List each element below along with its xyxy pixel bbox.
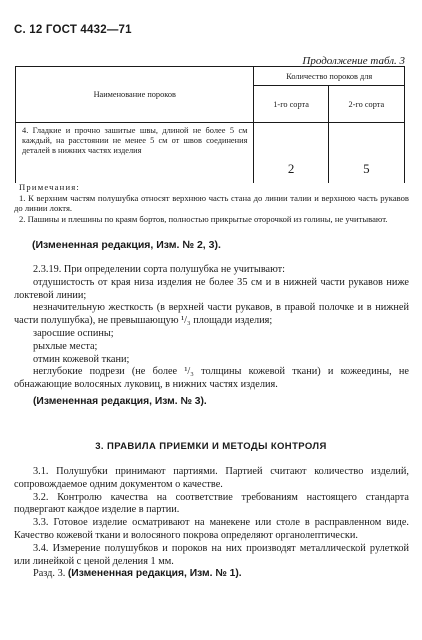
row-grade1-value: 2 — [254, 123, 328, 184]
clause-item: отдушистость от края низа изделия не более 35 см и в нижней части рукавов ниже локтевой линии; — [14, 276, 409, 301]
section-3-body — [14, 466, 409, 581]
notes-block — [14, 182, 409, 224]
section-paragraph: 3.2. Контролю качества на соответствие требованиям настоящего стандарта подвергают каждое изделие в партии. — [14, 491, 409, 516]
note-item: 2. Пашины и плешины по краям бортов, полностью прикрытые оторочкой из голины, не учитывают. — [19, 213, 388, 224]
section-3-title: 3. ПРАВИЛА ПРИЕМКИ И МЕТОДЫ КОНТРОЛЯ — [95, 441, 327, 452]
row-grade2-value: 5 — [328, 123, 404, 184]
table-continuation-label: Продолжение табл. 3 — [302, 55, 405, 67]
note-item: 1. К верхним частям полушубка относят верхнюю часть стана до линии талии и верхнюю часть рукавов до линии локтя. — [14, 192, 409, 213]
section-paragraph: 3.4. Измерение полушубков и пороков на них производят металлической рулеткой или линейкой с ценой деления 1 мм. — [14, 542, 409, 567]
table-row — [16, 123, 405, 184]
col-group-header: Количество пороков для — [254, 67, 405, 86]
page-header: С. 12 ГОСТ 4432—71 — [14, 24, 132, 36]
amendment-ref-1: (Измененная редакция, Изм. № 2, 3). — [32, 239, 221, 251]
clause-item: отмин кожевой ткани; — [33, 353, 130, 365]
section-final-prefix: Разд. 3. — [33, 568, 66, 580]
clause-item: неглубокие подрези (не более ¹/₃ толщины кожевой ткани) и кожеедины, не обнажающие волосяных луковиц, в нижних частях изделия. — [14, 366, 409, 391]
col-grade1-header: 1-го сорта — [254, 86, 328, 123]
section-final — [14, 568, 409, 581]
clause-intro: 2.3.19. При определении сорта полушубка не учитывают: — [33, 264, 286, 275]
col-name-header: Наименование пороков — [16, 67, 254, 123]
amendment-ref-2: (Измененная редакция, Изм. № 3). — [33, 395, 207, 407]
section-paragraph: 3.3. Готовое изделие осматривают на манекене или столе в расправленном виде. Качество кожевой ткани и волосяного покрова определяют органолептически. — [14, 517, 409, 541]
col-grade2-header: 2-го сорта — [328, 86, 404, 123]
row-description: 4. Гладкие и прочно зашитые швы, длиной не более 5 см каждый, на расстоянии не менее 5 см от швов соединения деталей в нижних частях изделия — [16, 123, 254, 184]
defects-table — [15, 66, 405, 183]
clause-item: рыхлые места; — [33, 340, 98, 352]
notes-title: Примечания: — [19, 182, 81, 192]
amendment-ref-3: (Измененная редакция, Изм. № 1). — [67, 568, 242, 580]
clause-item: незначительную жесткость (в верхней части рукавов, в правой полочке и в нижней части полушубка), не превышающую ¹/₃ площади изделия; — [14, 302, 409, 327]
section-paragraph: 3.1. Полушубки принимают партиями. Партией считают количество изделий, сопровождаемое одним документом о качестве. — [14, 466, 409, 490]
clause-item: заросшие оспины; — [33, 327, 114, 339]
clause-2-3-19 — [14, 264, 409, 409]
